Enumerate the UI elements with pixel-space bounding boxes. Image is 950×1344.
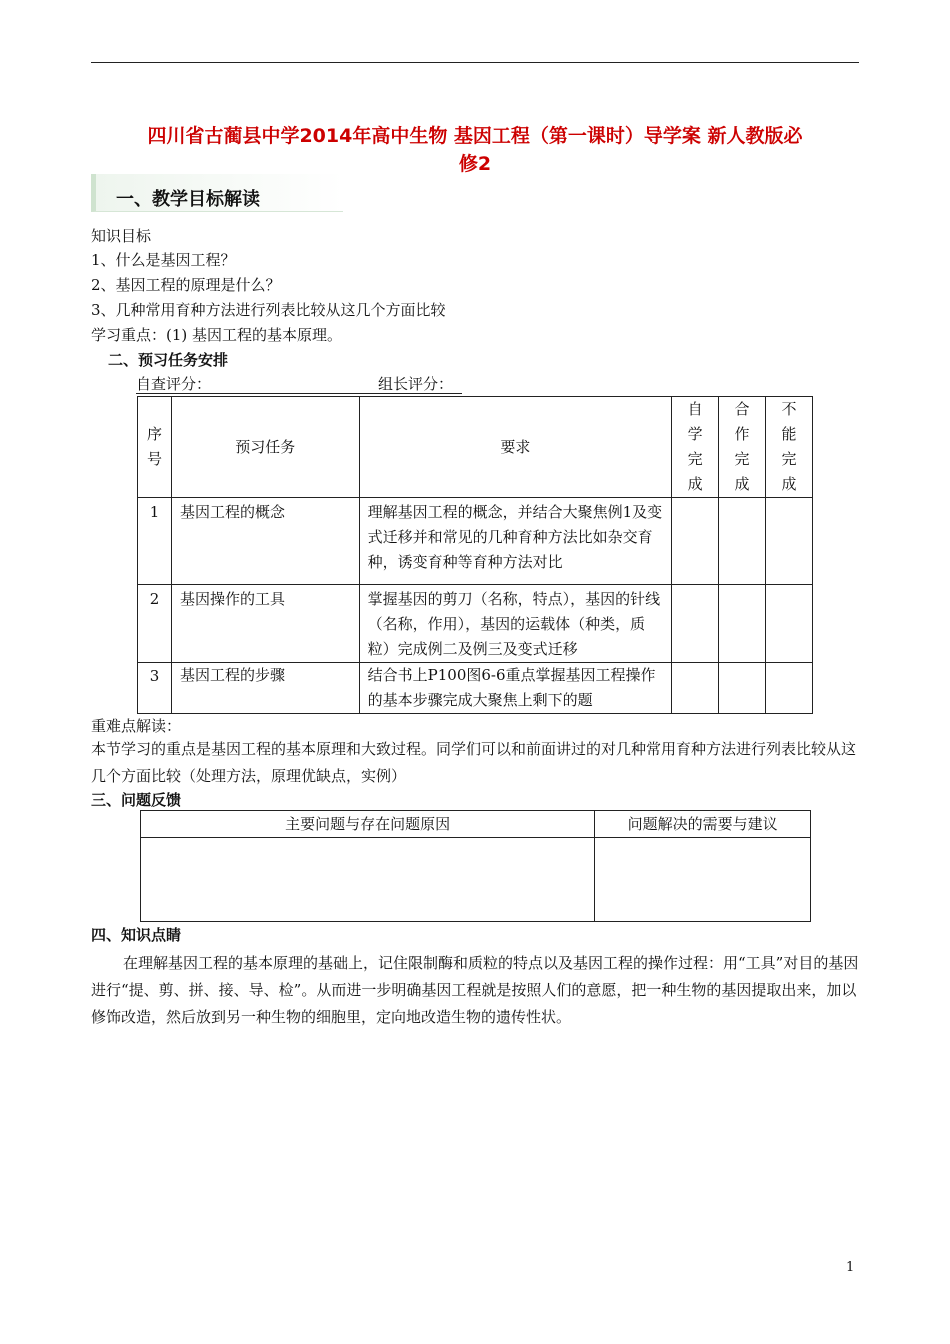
- title-line-1: 四川省古蔺县中学2014年高中生物 基因工程（第一课时）导学案 新人教版必: [147, 125, 803, 147]
- key-point: 学习重点：(1) 基因工程的基本原理。: [91, 326, 343, 344]
- goal-item-2: 2、基因工程的原理是什么？: [91, 276, 281, 294]
- feedback-header-problems: 主要问题与存在问题原因: [141, 811, 595, 838]
- row-requirement: 理解基因工程的概念，并结合大聚焦例1及变式迁移并和常见的几种育种方法比如杂交育种，诱变育种等育种方法对比: [359, 498, 672, 585]
- knowledge-goal-label: 知识目标: [91, 227, 152, 245]
- row-index: 2: [138, 585, 172, 663]
- section-heading-2: 二、预习任务安排: [108, 351, 229, 369]
- row-index: 1: [138, 498, 172, 585]
- section-heading-1: [91, 174, 343, 212]
- feedback-problems-cell[interactable]: [141, 838, 595, 922]
- eval-underline: [136, 393, 462, 394]
- row-task: 基因工程的步骤: [171, 663, 359, 714]
- row-task: 基因操作的工具: [171, 585, 359, 663]
- row-fail-cell[interactable]: [766, 663, 813, 714]
- task-table: [137, 396, 813, 714]
- row-fail-cell[interactable]: [766, 498, 813, 585]
- page-number: 1: [846, 1260, 855, 1275]
- header-index: 序 号: [138, 397, 172, 498]
- row-index: 3: [138, 663, 172, 714]
- section-heading-1-label: 一、教学目标解读: [116, 189, 260, 210]
- section-heading-4: 四、知识点睛: [91, 926, 182, 944]
- summary-text: 在理解基因工程的基本原理的基础上，记住限制酶和质粒的特点以及基因工程的操作过程：用“工具”对目的基因进行“提、剪、拼、接、导、检”。从而进一步明确基因工程就是按照人们的意愿，把一种生物的基因提取出来，加以修饰改造，然后放到另一种生物的细胞里，定向地改造生物的遗传性状。: [91, 954, 859, 1026]
- row-requirement: 结合书上P100图6-6重点掌握基因工程操作的基本步骤完成大聚焦上剩下的题: [359, 663, 672, 714]
- table-row: [138, 663, 813, 714]
- goal-item-1: 1、什么是基因工程？: [91, 251, 236, 269]
- section-heading-3: 三、问题反馈: [91, 791, 182, 809]
- row-fail-cell[interactable]: [766, 585, 813, 663]
- row-coop-cell[interactable]: [719, 585, 766, 663]
- header-rule: [91, 62, 859, 63]
- header-coop-complete: 合 作 完 成: [719, 397, 766, 498]
- feedback-suggestions-cell[interactable]: [595, 838, 811, 922]
- feedback-table: [140, 810, 811, 922]
- row-task: 基因工程的概念: [171, 498, 359, 585]
- difficulty-title: 重难点解读：: [91, 717, 182, 735]
- header-task: 预习任务: [171, 397, 359, 498]
- title-line-2: 修2: [458, 153, 492, 175]
- feedback-header-suggestions: 问题解决的需要与建议: [595, 811, 811, 838]
- row-requirement: 掌握基因的剪刀（名称，特点），基因的针线（名称，作用），基因的运载体（种类，质粒）完成例二及例三及变式迁移: [359, 585, 672, 663]
- row-self-cell[interactable]: [672, 663, 719, 714]
- header-requirement: 要求: [359, 397, 672, 498]
- difficulty-text: 本节学习的重点是基因工程的基本原理和大致过程。同学们可以和前面讲过的对几种常用育种方法进行列表比较从这几个方面比较（处理方法，原理优缺点，实例）: [91, 740, 857, 785]
- row-coop-cell[interactable]: [719, 663, 766, 714]
- task-table-header: [138, 397, 813, 498]
- self-eval-label: 自查评分：: [136, 375, 212, 393]
- row-self-cell[interactable]: [672, 498, 719, 585]
- row-self-cell[interactable]: [672, 585, 719, 663]
- header-cannot-complete: 不 能 完 成: [766, 397, 813, 498]
- leader-eval-label: 组长评分：: [378, 375, 454, 393]
- table-row: [138, 585, 813, 663]
- table-row: [138, 498, 813, 585]
- document-title: [91, 122, 859, 178]
- row-coop-cell[interactable]: [719, 498, 766, 585]
- header-self-complete: 自 学 完 成: [672, 397, 719, 498]
- goal-item-3: 3、几种常用育种方法进行列表比较从这几个方面比较: [91, 301, 446, 319]
